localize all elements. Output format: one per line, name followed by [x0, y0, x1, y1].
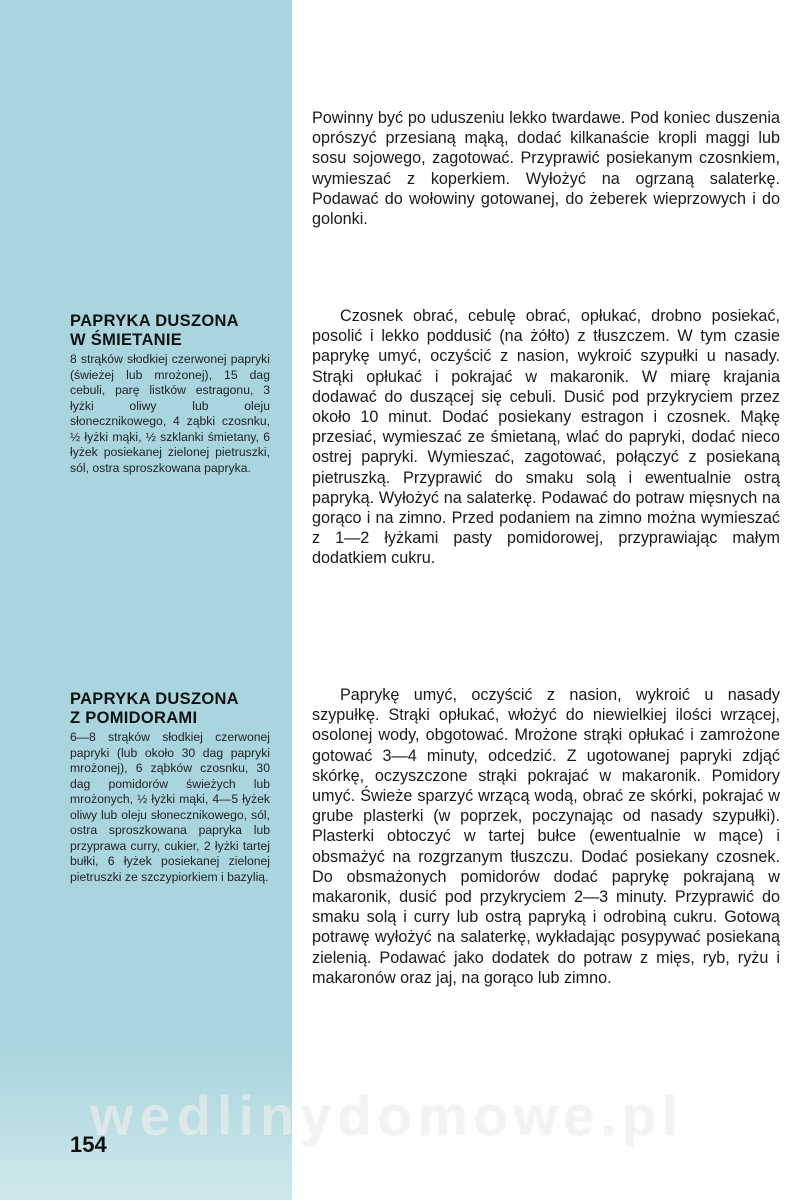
sidebar-panel [0, 0, 292, 1200]
ingredients-list: 6—8 strąków słodkiej czerwonej papryki (lub około 30 dag papryki mrożonej), 6 ząbków czosnku, 30 dag pomidorów świeżych lub mrożonych, ½ łyżki mąki, 4—5 łyżek oliwy lub oleju słonecznikowego, sól, ostra sproszkowana papryka lub przyprawa curry, cukier, 2 łyżki tartej bułki, 6 łyżek posiekanej zielonej pietruszki ze szczypiorkiem i bazylią. [70, 730, 270, 884]
intro-paragraph: Powinny być po uduszeniu lekko twardawe. Pod koniec duszenia oprószyć przesianą mąką, dodać kilkanaście kropli maggi lub sosu sojowego, zagotować. Przyprawić posiekanym czosnkiem, wymieszać z koperkiem. Wyłożyć na ogrzaną salaterkę. Podawać do wołowiny gotowanej, do żeberek wieprzowych i do golonki. [312, 109, 780, 229]
recipe-header-smietana [70, 312, 270, 476]
ingredients-list: 8 strąków słodkiej czerwonej papryki (świeżej lub mrożonej), 15 dag cebuli, parę listków estragonu, 3 łyżki oliwy lub oleju słonecznikowego, 4 ząbki czosnku, ½ łyżki mąki, ½ szklanki śmietany, 6 łyżek posiekanej zielonej pietruszki, sól, ostra sproszkowana papryka. [70, 352, 270, 475]
recipe-instructions-smietana: Czosnek obrać, cebulę obrać, opłukać, drobno posiekać, posolić i lekko poddusić (na żółto) z tłuszczem. W tym czasie paprykę umyć, oczyścić z nasion, wykroić szypułki u nasady. Strąki opłukać i pokrajać w makaronik. W miarę krajania dodawać do duszącej się cebuli. Dusić pod przykryciem przez około 10 minut. Dodać posiekany estragon i czosnek. Mąkę przesiać, wymieszać ze śmietaną, wlać do papryki, dodać nieco ostrej papryki. Wymieszać, zagotować, połączyć z posiekaną pietruszką. Przyprawić do smaku solą i ewentualnie ostrą papryką. Wyłożyć na salaterkę. Podawać do potraw mięsnych na gorąco i na zimno. Przed podaniem na zimno można wymieszać z 1—2 łyżkami pasty pomidorowej, przyprawiając małym dodatkiem cukru. [312, 307, 780, 568]
recipe-title-line1: PAPRYKA DUSZONA [70, 690, 239, 708]
page-number: 154 [70, 1132, 107, 1157]
recipe-title [70, 312, 270, 350]
recipe-instructions-pomidory: Paprykę umyć, oczyścić z nasion, wykroić u nasady szypułkę. Strąki opłukać, włożyć do niewielkiej ilości wrzącej, osolonej wody, obgotować. Mrożone strąki opłukać i zamrożone gotować 3—4 minuty, odcedzić. Z ugotowanej papryki zdjąć skórkę, oczyszczone strąki pokrajać w makaronik. Pomidory umyć. Świeże sparzyć wrzącą wodą, obrać ze skórki, pokrajać w grube plasterki (w poprzek, poczynając od nasady szypułki). Plasterki obtoczyć w tartej bułce (ewentualnie w mące) i obsmażyć na rozgrzanym tłuszczu. Dodać posiekany czosnek. Do obsmażonych pomidorów dodać paprykę pokrajaną w makaronik, dusić pod przykryciem 2—3 minuty. Przyprawić do smaku solą i curry lub ostrą papryką i odrobiną cukru. Gotową potrawę wyłożyć na salaterkę, wykładając posypywać posiekaną zielenią. Podawać jako dodatek do potraw z mięs, ryb, ryżu i makaronów oraz jaj, na gorąco lub zimno. [312, 686, 780, 987]
recipe-title-line1: PAPRYKA DUSZONA [70, 312, 239, 330]
watermark: wedlinydomowe.pl [90, 1084, 684, 1147]
recipe-title-line2: Z POMIDORAMI [70, 709, 198, 727]
recipe-title-line2: W ŚMIETANIE [70, 331, 183, 349]
recipe-title [70, 690, 270, 728]
recipe-header-pomidory [70, 690, 270, 885]
